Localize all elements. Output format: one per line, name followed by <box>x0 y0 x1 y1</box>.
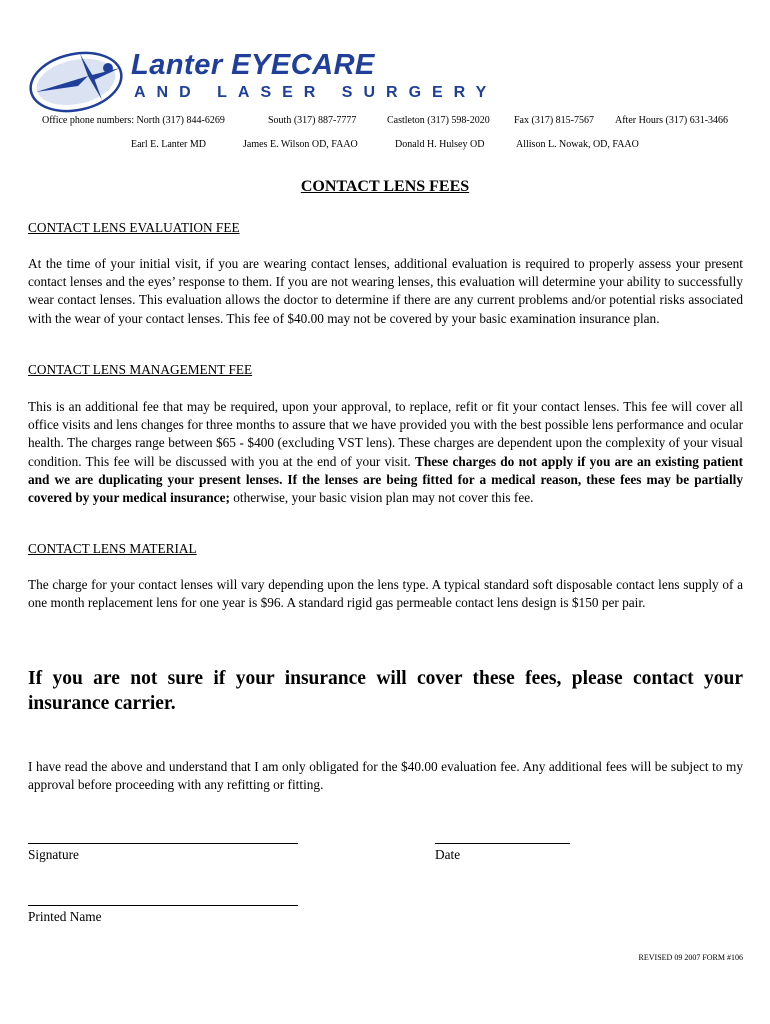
acknowledgement-text: I have read the above and understand that I am only obligated for the $40.00 evaluation fee. Any additional fees will be subject to my approval before proceeding with any refitting or fitting. <box>28 759 743 793</box>
brand-subtitle: AND LASER SURGERY <box>134 84 498 101</box>
management-bold-note: These charges do not apply if you are an existing patient and we are duplicating your present lenses. If the lenses are being fitted for a medical reason, these fees may be partially covered by your medical insurance; <box>28 453 744 506</box>
insurance-notice: If you are not sure if your insurance will cover these fees, please contact your insurance carrier. <box>28 668 743 714</box>
signature-label: Signature <box>28 847 79 862</box>
section-body-management: This is an additional fee that may be required, upon your approval, to replace, refit or fit your contact lenses. This fee will cover all office visits and lens changes for three months to assure that we have provided you with the best possible lens performance and ocular health. The charges range between $65 - $400 (excluding VST lens). These charges are dependent upon the complexity of your visual condition. This fee will be discussed with you at the end of your visit. These charges do not apply if you are an existing patient and we are duplicating your present lenses. If the lenses are being fitted for a medical reason, these fees may be partially covered by your medical insurance; otherwise, your basic vision plan may not cover this fee. <box>28 399 744 506</box>
phone-numbers-row <box>0 115 770 129</box>
section-body-evaluation: At the time of your initial visit, if you are wearing contact lenses, additional evaluation is required to properly assess your present contact lenses and the eyes’ response to them. If you are not wearing lenses, this evaluation will determine your ability to successfully wear contact lenses. This evaluation allows the doctor to determine if there are any current problems and/or potential risks associated with the wear of your contact lenses. This fee of $40.00 may not be covered by your basic examination insurance plan. <box>28 256 743 326</box>
eye-logo-icon <box>28 48 128 116</box>
logo <box>28 48 498 116</box>
section-heading-management: CONTACT LENS MANAGEMENT FEE <box>28 362 253 377</box>
section-heading-evaluation: CONTACT LENS EVALUATION FEE <box>28 220 240 235</box>
section-heading-material: CONTACT LENS MATERIAL <box>28 541 197 556</box>
printed-name-line[interactable] <box>28 905 298 906</box>
signature-line[interactable] <box>28 843 298 844</box>
doctor-hulsey: Donald H. Hulsey OD <box>395 139 485 150</box>
page-title: CONTACT LENS FEES <box>300 178 470 195</box>
printed-name-label: Printed Name <box>28 909 102 924</box>
doctors-row <box>0 139 770 153</box>
date-line[interactable] <box>435 843 570 844</box>
doctor-nowak: Allison L. Nowak, OD, FAAO <box>516 139 639 150</box>
doctor-lanter: Earl E. Lanter MD <box>131 139 206 150</box>
date-label: Date <box>435 847 461 862</box>
phone-north: Office phone numbers: North (317) 844-6269 <box>42 115 225 126</box>
phone-after-hours: After Hours (317) 631-3466 <box>615 115 729 126</box>
phone-castleton: Castleton (317) 598-2020 <box>387 115 490 126</box>
doctor-wilson: James E. Wilson OD, FAAO <box>243 139 358 150</box>
section-body-material: The charge for your contact lenses will vary depending upon the lens type. A typical standard soft disposable contact lens supply of a one month replacement lens for one year is $96. A standard rigid gas permeable contact lens design is $150 per pair. <box>28 577 743 611</box>
phone-fax: Fax (317) 815-7567 <box>514 115 594 126</box>
phone-south: South (317) 887-7777 <box>268 115 357 126</box>
brand-name: Lanter EYECARE <box>131 49 375 81</box>
form-revision-footer: REVISED 09 2007 FORM #106 <box>638 953 743 962</box>
